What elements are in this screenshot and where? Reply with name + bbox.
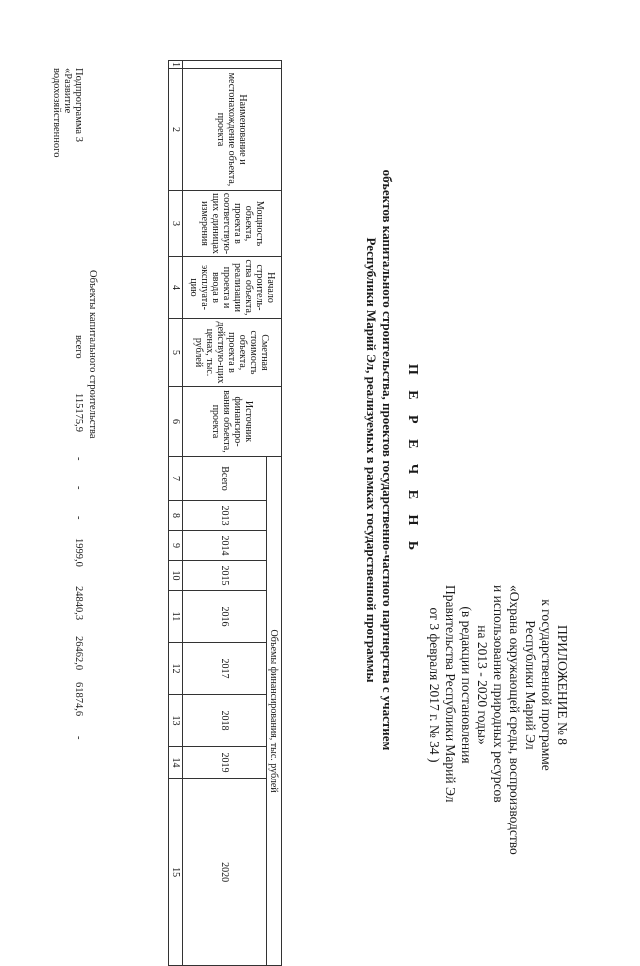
header-source: Источник финансиро-вания объекта, проекта: [183, 387, 282, 457]
appendix-line: к государственной программе: [539, 599, 554, 771]
header-year: 2020: [183, 779, 267, 966]
header-start: Начало строитель-ства объекта, реализации проекта и ввода в эксплуата-цию: [183, 257, 282, 319]
projects-table: [168, 60, 282, 966]
column-number: 5: [169, 319, 183, 387]
header-financing: Объемы финансирования, тыс. рублей: [267, 457, 282, 966]
row-label-line: «Развитие: [62, 68, 73, 114]
row-value: 1999,0: [73, 538, 84, 567]
column-number: 11: [169, 591, 183, 643]
header-cost: Сметная стоимость объекта, проекта в действую-щих ценах, тыс. рублей: [183, 319, 282, 387]
header-year: 2016: [183, 591, 267, 643]
row-value: -: [73, 457, 84, 461]
header-year: 2017: [183, 643, 267, 695]
column-number: 8: [169, 501, 183, 531]
row-value: -: [73, 516, 84, 520]
appendix-line: на 2013 - 2020 годы»: [475, 625, 490, 745]
row-value: 61874,6: [73, 682, 84, 717]
column-number: 13: [169, 695, 183, 747]
header-year: 2018: [183, 695, 267, 747]
header-year: 2015: [183, 561, 267, 591]
column-number: 15: [169, 779, 183, 966]
column-number: 4: [169, 257, 183, 319]
header-name: Наименование и местонахождение объекта, проекта: [183, 69, 282, 191]
column-number: 12: [169, 643, 183, 695]
appendix-line: ПРИЛОЖЕНИЕ № 8: [555, 624, 570, 746]
header-year: 2014: [183, 531, 267, 561]
appendix-line: (в редакции постановления: [459, 606, 474, 764]
appendix-line: «Охрана окружающей среды, воспроизводство: [507, 585, 522, 855]
column-number: 2: [169, 69, 183, 191]
column-number: 10: [169, 561, 183, 591]
column-number: 1: [170, 62, 181, 67]
column-number: 3: [169, 191, 183, 257]
row-label-line: водохозяйственного: [51, 68, 62, 158]
title-line-2: Республики Марий Эл, реализуемых в рамках государственной программы: [364, 237, 379, 683]
section-title: Объекты капитального строительства: [87, 270, 98, 439]
row-label: [51, 68, 84, 157]
row-value: 26462,0: [73, 636, 84, 671]
column-number: 14: [169, 747, 183, 779]
appendix-block: [426, 585, 570, 855]
appendix-line: Республики Марий Эл: [523, 620, 538, 750]
appendix-line: от 3 февраля 2017 г. № 34 ): [427, 607, 442, 763]
header-year: 2013: [183, 501, 267, 531]
row-value: -: [73, 736, 84, 740]
row-label-line: Подпрограмма 3: [73, 68, 84, 142]
header-year: 2019: [183, 747, 267, 779]
row-value-total: 115175,9: [73, 393, 84, 432]
appendix-line: Правительства Республики Марий Эл: [443, 585, 458, 803]
title-line-1: объектов капитального строительства, проектов государственно-частного партнерства с участием: [380, 169, 395, 751]
title-heading: П Е Р Е Ч Е Н Ь: [405, 363, 420, 557]
column-number: 7: [169, 457, 183, 501]
document-title: [363, 120, 420, 800]
column-number: 6: [169, 387, 183, 457]
appendix-line: и использование природных ресурсов: [491, 585, 506, 803]
header-total: Всего: [183, 457, 267, 501]
row-value: -: [73, 486, 84, 490]
row-value: 24840,3: [73, 586, 84, 621]
header-blank: [183, 61, 282, 69]
column-number: 9: [169, 531, 183, 561]
row-source: всего: [73, 335, 84, 359]
header-capacity: Мощность объекта, проекта в соответствую-щих единицах измерения: [183, 191, 282, 257]
